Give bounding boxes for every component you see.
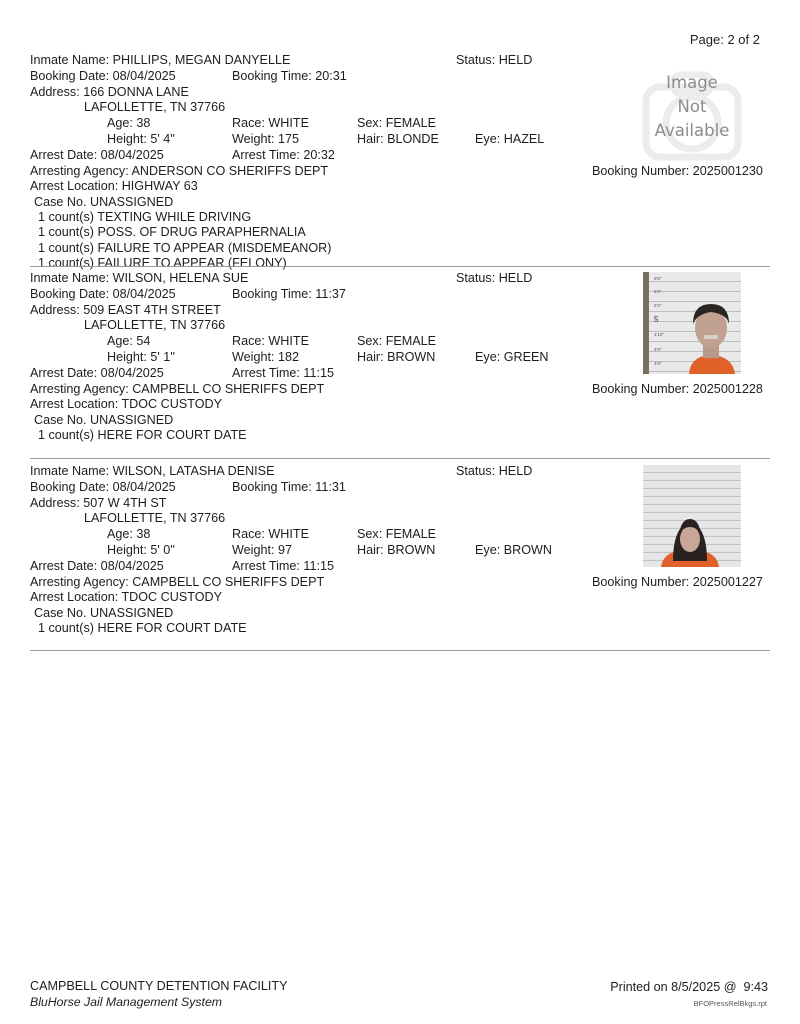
inmate-record (0, 464, 800, 644)
charge: 1 count(s) FAILURE TO APPEAR (MISDEMEANOR) (38, 240, 332, 255)
svg-text:5'2": 5'2" (654, 303, 662, 308)
sex: Sex: FEMALE (357, 116, 437, 130)
mugshot-photo (643, 465, 741, 567)
arrest-date: Arrest Date: 08/04/2025 (30, 366, 164, 380)
page-number: Page: 2 of 2 (689, 32, 760, 47)
eye: Eye: BROWN (475, 543, 552, 557)
svg-text:5: 5 (654, 315, 659, 324)
address-line1: Address: 166 DONNA LANE (30, 84, 189, 99)
booking-time: Booking Time: 11:31 (232, 480, 346, 494)
address-line2: LAFOLLETTE, TN 37766 (84, 318, 226, 332)
sex: Sex: FEMALE (357, 527, 437, 541)
height: Height: 5' 1" (107, 350, 175, 364)
eye: Eye: GREEN (475, 350, 549, 364)
address-line1: Address: 509 EAST 4TH STREET (30, 302, 221, 317)
svg-text:4'10": 4'10" (654, 332, 664, 337)
race: Race: WHITE (232, 334, 309, 348)
hair: Hair: BROWN (357, 350, 436, 364)
height: Height: 5' 0" (107, 543, 175, 557)
record-divider (30, 266, 770, 267)
weight: Weight: 97 (232, 543, 292, 557)
hair: Hair: BLONDE (357, 132, 439, 146)
eye: Eye: HAZEL (475, 132, 545, 146)
svg-text:4'8": 4'8" (654, 347, 662, 352)
sex: Sex: FEMALE (357, 334, 437, 348)
record-divider (30, 650, 770, 651)
address-line2: LAFOLLETTE, TN 37766 (84, 511, 226, 525)
arrest-location: Arrest Location: TDOC CUSTODY (30, 397, 222, 411)
booking-number: Booking Number: 2025001228 (592, 381, 763, 396)
facility-name: CAMPBELL COUNTY DETENTION FACILITY (30, 979, 288, 993)
arrest-date: Arrest Date: 08/04/2025 (30, 148, 164, 162)
arresting-agency: Arresting Agency: CAMPBELL CO SHERIFFS DEPT (30, 381, 325, 396)
arresting-agency: Arresting Agency: ANDERSON CO SHERIFFS DEPT (30, 163, 329, 178)
charge: 1 count(s) HERE FOR COURT DATE (38, 428, 247, 442)
arresting-agency: Arresting Agency: CAMPBELL CO SHERIFFS DEPT (30, 574, 325, 589)
placeholder-text-line: Image (666, 73, 718, 92)
printed-timestamp: Printed on 8/5/2025 @ 9:43 (610, 980, 768, 994)
arrest-location: Arrest Location: HIGHWAY 63 (30, 179, 198, 193)
svg-text:5'4": 5'4" (654, 289, 662, 294)
record-divider (30, 458, 770, 459)
inmate-name: Inmate Name: WILSON, HELENA SUE (30, 271, 249, 285)
mugshot-image (643, 272, 741, 374)
charge: 1 count(s) HERE FOR COURT DATE (38, 621, 247, 635)
arrest-date: Arrest Date: 08/04/2025 (30, 559, 164, 573)
mugshot-image (643, 465, 741, 567)
age: Age: 38 (107, 527, 151, 541)
inmate-record (0, 53, 800, 268)
race: Race: WHITE (232, 116, 309, 130)
booking-date: Booking Date: 08/04/2025 (30, 287, 176, 301)
age: Age: 54 (107, 334, 151, 348)
case-number: Case No. UNASSIGNED (34, 605, 174, 620)
report-filename: BFOPressRelBkgs.rpt (693, 999, 767, 1008)
status: Status: HELD (456, 464, 533, 478)
hair: Hair: BROWN (357, 543, 436, 557)
mugshot-photo (643, 272, 741, 374)
arrest-time: Arrest Time: 11:15 (232, 366, 334, 380)
inmate-name: Inmate Name: PHILLIPS, MEGAN DANYELLE (30, 53, 291, 67)
booking-time: Booking Time: 11:37 (232, 287, 346, 301)
inmate-record (0, 271, 800, 451)
height: Height: 5' 4" (107, 132, 175, 146)
arrest-location: Arrest Location: TDOC CUSTODY (30, 590, 222, 604)
charge: 1 count(s) TEXTING WHILE DRIVING (38, 210, 252, 224)
booking-number: Booking Number: 2025001230 (592, 163, 763, 178)
booking-date: Booking Date: 08/04/2025 (30, 480, 176, 494)
status: Status: HELD (456, 271, 533, 285)
booking-date: Booking Date: 08/04/2025 (30, 69, 176, 83)
case-number: Case No. UNASSIGNED (34, 194, 174, 209)
arrest-time: Arrest Time: 11:15 (232, 559, 334, 573)
placeholder-text-line: Not (677, 97, 707, 116)
status: Status: HELD (456, 53, 533, 67)
charge: 1 count(s) FAILURE TO APPEAR (FELONY) (38, 256, 287, 270)
age: Age: 38 (107, 116, 151, 130)
booking-number: Booking Number: 2025001227 (592, 574, 763, 589)
arrest-time: Arrest Time: 20:32 (232, 148, 335, 162)
image-not-available-placeholder (640, 65, 744, 165)
weight: Weight: 175 (232, 132, 299, 146)
charge: 1 count(s) POSS. OF DRUG PARAPHERNALIA (38, 225, 306, 239)
svg-text:4'6": 4'6" (654, 361, 662, 366)
system-name: BluHorse Jail Management System (30, 995, 223, 1009)
booking-time: Booking Time: 20:31 (232, 69, 347, 83)
case-number: Case No. UNASSIGNED (34, 412, 174, 427)
address-line2: LAFOLLETTE, TN 37766 (84, 100, 226, 114)
svg-text:5'6": 5'6" (654, 276, 662, 281)
race: Race: WHITE (232, 527, 309, 541)
address-line1: Address: 507 W 4TH ST (30, 495, 167, 510)
placeholder-text-line: Available (654, 121, 730, 140)
inmate-name: Inmate Name: WILSON, LATASHA DENISE (30, 464, 275, 478)
weight: Weight: 182 (232, 350, 299, 364)
